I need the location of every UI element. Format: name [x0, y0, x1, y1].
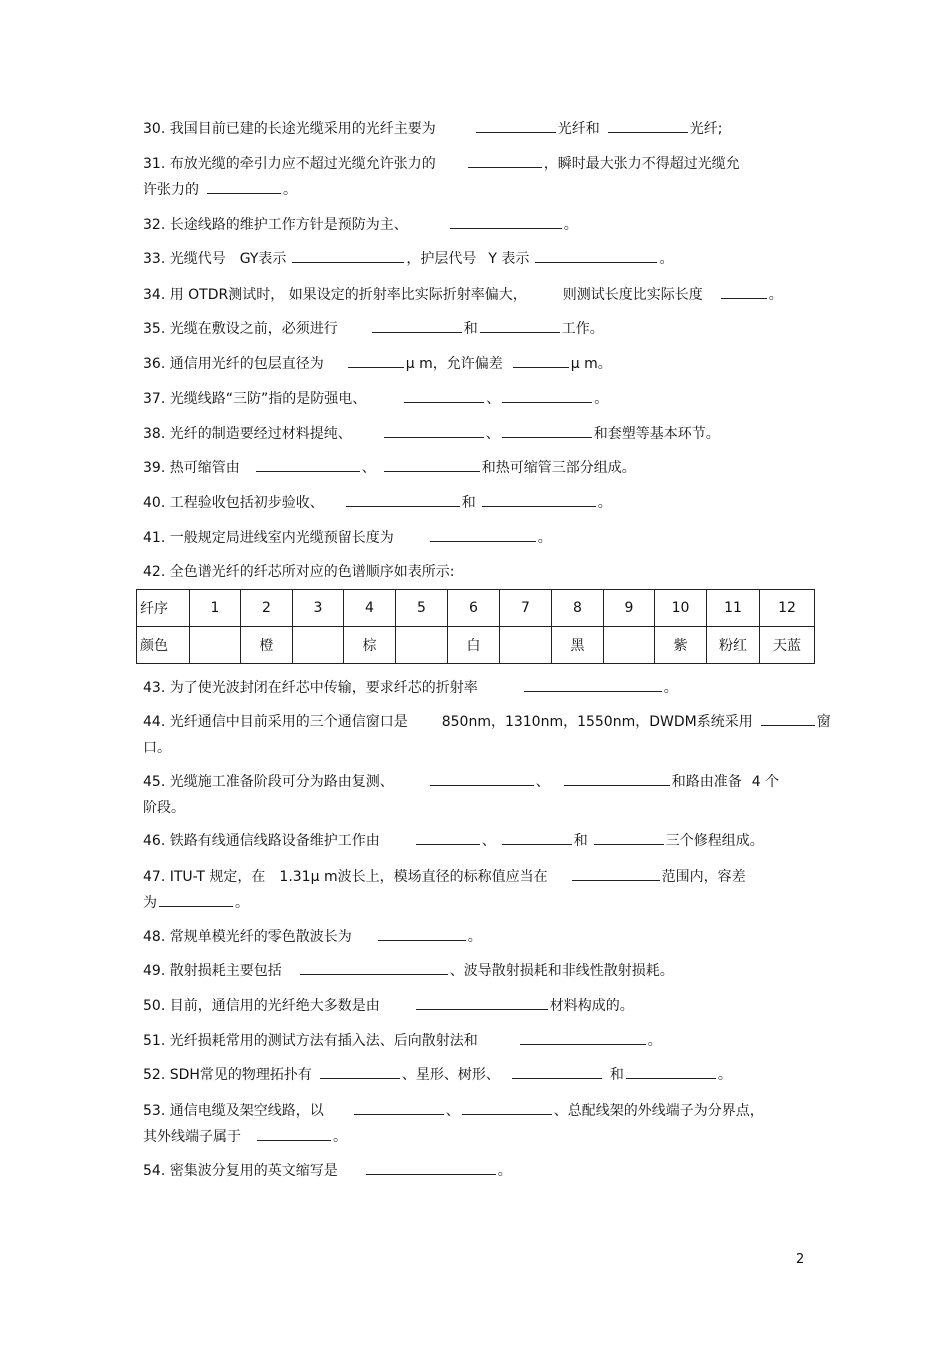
answer-blank[interactable]: [608, 118, 688, 133]
table-cell[interactable]: [396, 627, 448, 664]
question-49: 49. 散射损耗主要包括 、波导散射损耗和非线性散射损耗。: [143, 958, 813, 984]
answer-blank[interactable]: [480, 318, 560, 333]
table-cell: 黑: [552, 627, 604, 664]
question-38: 38. 光纤的制造要经过材料提纯、 、 和套塑等基本环节。: [143, 421, 813, 447]
answer-blank[interactable]: [416, 995, 548, 1010]
table-cell: 棕: [344, 627, 396, 664]
answer-blank[interactable]: [378, 926, 466, 941]
answer-blank[interactable]: [512, 1064, 602, 1079]
row-label-color: 颜色: [137, 627, 190, 664]
question-31: 31. 布放光缆的牵引力应不超过光缆允许张力的 ，瞬时最大张力不得超过光缆允 许张力的 。: [143, 151, 813, 203]
table-cell: 5: [396, 590, 448, 627]
table-cell: 橙: [241, 627, 293, 664]
answer-blank[interactable]: [320, 1064, 400, 1079]
answer-blank[interactable]: [535, 248, 657, 263]
table-cell: 12: [760, 590, 815, 627]
table-cell: 7: [500, 590, 552, 627]
fiber-color-table: [136, 589, 815, 664]
answer-blank[interactable]: [416, 830, 480, 845]
question-43: 43. 为了使光波封闭在纤芯中传输，要求纤芯的折射率 。: [143, 675, 813, 701]
question-36: 36. 通信用光纤的包层直径为 μ m，允许偏差 μ m。: [143, 351, 813, 377]
question-46: 46. 铁路有线通信线路设备维护工作由 、 和 三个修程组成。: [143, 828, 813, 854]
table-cell[interactable]: [293, 627, 344, 664]
answer-blank[interactable]: [300, 960, 448, 975]
answer-blank[interactable]: [761, 711, 815, 726]
answer-blank[interactable]: [450, 214, 562, 229]
question-40: 40. 工程验收包括初步验收、 和 。: [143, 490, 813, 516]
answer-blank[interactable]: [520, 1030, 646, 1045]
question-53: 53. 通信电缆及架空线路，以 、 、总配线架的外线端子为分界点， 其外线端子属于 。: [143, 1098, 813, 1150]
question-50: 50. 目前，通信用的光纤绝大多数是由 材料构成的。: [143, 993, 813, 1019]
table-cell: 粉红: [707, 627, 760, 664]
answer-blank[interactable]: [482, 492, 596, 507]
question-54: 54. 密集波分复用的英文缩写是 。: [143, 1158, 813, 1184]
answer-blank[interactable]: [159, 892, 233, 907]
table-cell: 3: [293, 590, 344, 627]
question-34: 34. 用 OTDR测试时， 如果设定的折射率比实际折射率偏大， 则测试长度比实际长度 。: [143, 282, 813, 308]
answer-blank[interactable]: [384, 423, 484, 438]
table-row-fiber-number: [137, 590, 815, 627]
answer-blank[interactable]: [572, 866, 660, 881]
question-48: 48. 常规单模光纤的零色散波长为 。: [143, 924, 813, 950]
table-cell: 10: [655, 590, 707, 627]
question-33: 33. 光缆代号 GY表示 ，护层代号 Y 表示 。: [143, 246, 813, 272]
question-30: 30. 我国目前已建的长途光缆采用的光纤主要为 光纤和 光纤;: [143, 116, 813, 142]
table-cell: 8: [552, 590, 604, 627]
answer-blank[interactable]: [257, 1126, 331, 1141]
question-41: 41. 一般规定局进线室内光缆预留长度为 。: [143, 525, 813, 551]
table-cell: 9: [604, 590, 655, 627]
answer-blank[interactable]: [346, 492, 460, 507]
answer-blank[interactable]: [468, 153, 542, 168]
question-42: 42. 全色谱光纤的纤芯所对应的色谱顺序如表所示:: [143, 564, 455, 580]
answer-blank[interactable]: [476, 118, 556, 133]
answer-blank[interactable]: [502, 388, 592, 403]
page-number: 2: [796, 1252, 805, 1267]
answer-blank[interactable]: [384, 457, 480, 472]
answer-blank[interactable]: [626, 1064, 716, 1079]
question-51: 51. 光纤损耗常用的测试方法有插入法、后向散射法和 。: [143, 1028, 813, 1054]
question-52: 52. SDH常见的物理拓扑有 、星形、树形、 和 。: [143, 1062, 813, 1088]
question-47: 47. ITU-T 规定，在 1.31μ m波长上，模场直径的标称值应当在 范围内，容差 为 。: [143, 864, 813, 916]
table-cell[interactable]: [604, 627, 655, 664]
answer-blank[interactable]: [502, 830, 572, 845]
answer-blank[interactable]: [502, 423, 592, 438]
answer-blank[interactable]: [513, 353, 569, 368]
table-cell: 1: [190, 590, 241, 627]
answer-blank[interactable]: [354, 1100, 444, 1115]
answer-blank[interactable]: [366, 1160, 496, 1175]
table-cell: 6: [448, 590, 500, 627]
answer-blank[interactable]: [721, 284, 767, 299]
table-cell: 4: [344, 590, 396, 627]
answer-blank[interactable]: [372, 318, 462, 333]
question-44: 44. 光纤通信中目前采用的三个通信窗口是 850nm，1310nm，1550nm，DWDM系统采用 窗 口。: [143, 709, 813, 761]
table-cell: 11: [707, 590, 760, 627]
table-cell: 天蓝: [760, 627, 815, 664]
answer-blank[interactable]: [564, 771, 670, 786]
question-39: 39. 热可缩管由 、 和热可缩管三部分组成。: [143, 455, 813, 481]
answer-blank[interactable]: [207, 179, 281, 194]
table-cell: 紫: [655, 627, 707, 664]
answer-blank[interactable]: [462, 1100, 552, 1115]
table-row-fiber-color: [137, 627, 815, 664]
answer-blank[interactable]: [430, 527, 536, 542]
table-cell[interactable]: [500, 627, 552, 664]
table-cell[interactable]: [190, 627, 241, 664]
table-cell: 2: [241, 590, 293, 627]
answer-blank[interactable]: [292, 248, 404, 263]
row-label-number: 纤序: [137, 590, 190, 627]
answer-blank[interactable]: [594, 830, 664, 845]
answer-blank[interactable]: [404, 388, 484, 403]
answer-blank[interactable]: [524, 677, 662, 692]
question-37: 37. 光缆线路“三防”指的是防强电、 、 。: [143, 386, 813, 412]
question-45: 45. 光缆施工准备阶段可分为路由复测、 、 和路由准备 4 个 阶段。: [143, 769, 813, 821]
table-cell: 白: [448, 627, 500, 664]
answer-blank[interactable]: [348, 353, 404, 368]
question-35: 35. 光缆在敷设之前，必须进行 和 工作。: [143, 316, 813, 342]
answer-blank[interactable]: [430, 771, 534, 786]
answer-blank[interactable]: [256, 457, 360, 472]
question-32: 32. 长途线路的维护工作方针是预防为主、 。: [143, 212, 813, 238]
